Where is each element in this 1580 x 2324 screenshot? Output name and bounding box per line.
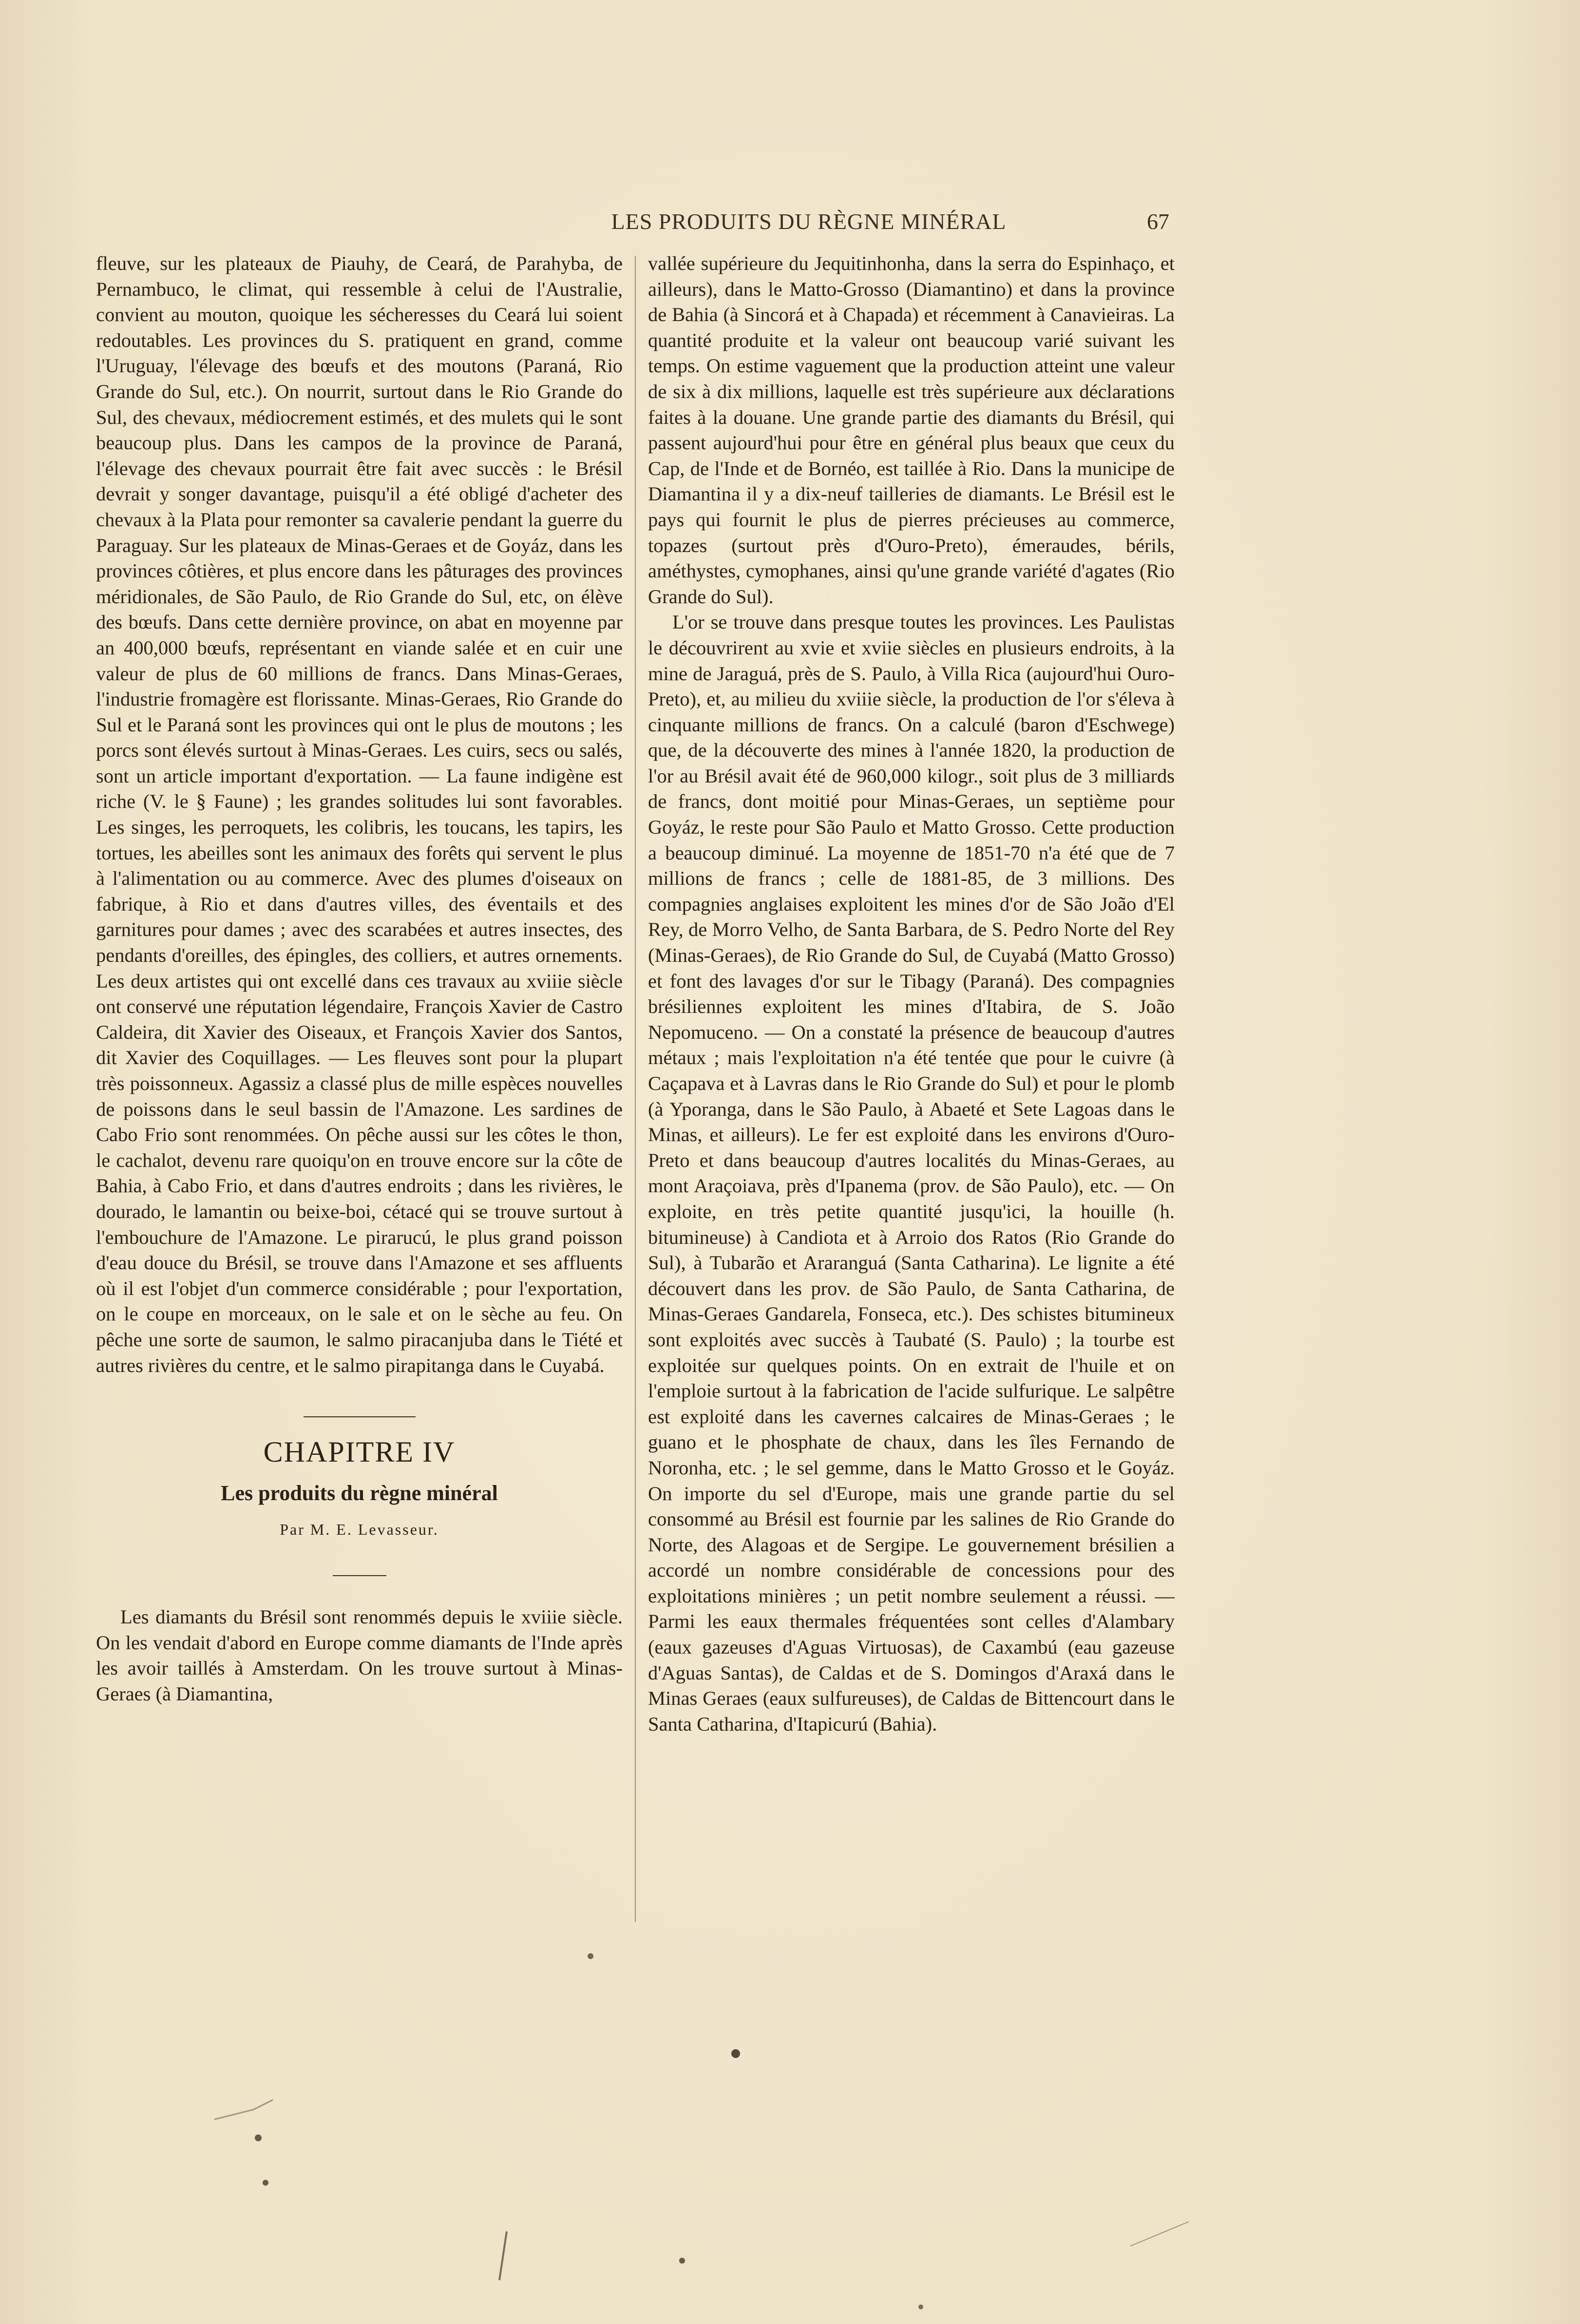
- chapter-title: CHAPITRE IV: [263, 1436, 456, 1468]
- ink-speck: [255, 2134, 262, 2141]
- ink-speck: [588, 1953, 593, 1959]
- right-paragraph-2: L'or se trouve dans presque toutes les provinces. Les Paulistas le découvrirent au xvie et xviie siècles en plusieurs endroits, à la mine de Jaraguá, près de S. Paulo, à Villa Rica (aujourd'hui Ouro-Preto), et, au milieu du xviiie siècle, la production de l'or s'éleva à cinquante millions de francs. On a calculé (baron d'Eschwege) que, de la découverte des mines à l'année 1820, la production de l'or au Brésil avait été de 960,000 kilogr., soit plus de 3 milliards de francs, dont moitié pour Minas-Geraes, un septième pour Goyáz, le reste pour São Paulo et Matto Grosso. Cette production a beaucoup diminué. La moyenne de 1851-70 n'a été que de 7 millions de francs ; celle de 1881-85, de 3 millions. Des compagnies anglaises exploitent les mines d'or de São João d'El Rey, de Morro Velho, de Santa Barbara, de S. Pedro Norte del Rey (Minas-Geraes), de Rio Grande do Sul, de Cuyabá (Matto Grosso) et font des lavages d'or sur le Tibagy (Paraná). Des compagnies brésiliennes exploitent les mines d'Itabira, de S. João Nepomuceno. — On a constaté la présence de beaucoup d'autres métaux ; mais l'exploitation n'a été tentée que pour le cuivre (à Caçapava et à Lavras dans le Rio Grande do Sul) et pour le plomb (à Yporanga, dans le São Paulo, à Abaeté et Sete Lagoas dans le Minas, et ailleurs). Le fer est exploité dans les environs d'Ouro-Preto et dans beaucoup d'autres localités du Minas-Geraes, au mont Araçoiava, près d'Ipanema (prov. de São Paulo), etc. — On exploite, en très petite quantité jusqu'ici, la houille (h. bitumineuse) à Candiota et à Arroio dos Ratos (Rio Grande do Sul), à Tubarão et Araranguá (Santa Catharina). Le lignite a été découvert dans les prov. de São Paulo, de Santa Catharina, de Minas-Geraes Gandarela, Fonseca, etc.). Des schistes bitumineux sont exploités avec succès à Taubaté (S. Paulo) ; la tourbe est exploitée sur quelques points. On en extrait de l'huile et on l'emploie surtout à la fabrication de l'acide sulfurique. Le salpêtre est exploité dans les cavernes calcaires de Minas-Geraes ; le guano et le phosphate de chaux, dans les îles Fernando de Noronha, etc. ; le sel gemme, dans le Matto Grosso et le Goyáz. On importe du sel d'Europe, mais une grande partie du sel consommé au Brésil est fournie par les salines de Rio Grande do Norte, des Alagoas et de Sergipe. Le gouvernement brésilien a accordé un nombre considérable de concessions pour des exploitations minières ; un petit nombre seulement a réussi. — Parmi les eaux thermales fréquentées sont celles d'Alambary (eaux gazeuses d'Aguas Virtuosas), de Caxambú (eau gazeuse d'Aguas Santas), de Caldas et de S. Domingos d'Araxá dans le Minas Geraes (eaux sulfureuses), de Caldas de Bittencourt dans le Santa Catharina, d'Itapicurú (Bahia).: [648, 611, 1175, 1735]
- ink-scratch: [499, 2231, 507, 2280]
- chapter-byline: Par M. E. Levasseur.: [280, 1521, 439, 1539]
- ink-speck: [679, 2258, 685, 2264]
- chapter-ornament-rule: [304, 1416, 416, 1417]
- left-paragraph-1: fleuve, sur les plateaux de Piauhy, de Ceará, de Parahyba, de Pernambuco, le climat, qui ressemble à celui de l'Australie, convient au mouton, quoique les sécheresses du Ceará lui soient redoutables. Les provinces du S. pratiquent en grand, comme l'Uruguay, l'élevage des bœufs et des moutons (Paraná, Rio Grande do Sul, etc.). On nourrit, surtout dans le Rio Grande do Sul, des chevaux, médiocrement estimés, et des mulets qui le sont beaucoup plus. Dans les campos de la province de Paraná, l'élevage des chevaux pourrait être fait avec succès : le Brésil devrait y songer davantage, puisqu'il a été obligé d'acheter des chevaux à la Plata pour remonter sa cavalerie pendant la guerre du Paraguay. Sur les plateaux de Minas-Geraes et de Goyáz, dans les provinces côtières, et plus encore dans les pâturages des provinces méridionales, de São Paulo, de Rio Grande do Sul, etc, on élève des bœufs. Dans cette dernière province, on abat en moyenne par an 400,000 bœufs, représentant en viande salée et en cuir une valeur de plus de 60 millions de francs. Dans Minas-Geraes, l'industrie fromagère est florissante. Minas-Geraes, Rio Grande do Sul et le Paraná sont les provinces qui ont le plus de moutons ; les porcs sont élevés surtout à Minas-Geraes. Les cuirs, secs ou salés, sont un article important d'exportation. — La faune indigène est riche (V. le § Faune) ; les grandes solitudes lui sont favorables. Les singes, les perroquets, les colibris, les toucans, les tapirs, les tortues, les abeilles sont les animaux des forêts qui servent le plus à l'alimentation ou au commerce. Avec des plumes d'oiseaux on fabrique, à Rio et dans d'autres villes, des éventails et des garnitures pour dames ; avec des scarabées et autres insectes, des pendants d'oreilles, des épingles, des colliers, et autres ornements. Les deux artistes qui ont excellé dans ces travaux au xviiie siècle ont conservé une réputation légendaire, François Xavier de Castro Caldeira, dit Xavier des Oiseaux, et François Xavier dos Santos, dit Xavier des Coquillages. — Les fleuves sont pour la plupart très poissonneux. Agassiz a classé plus de mille espèces nouvelles de poissons dans le seul bassin de l'Amazone. Les sardines de Cabo Frio sont renommées. On pêche aussi sur les côtes le thon, le cachalot, devenu rare quoiqu'on en trouve encore sur la côte de Bahia, à Cabo Frio, et dans d'autres endroits ; dans les rivières, le dourado, le lamantin ou beixe-boi, cétacé qui se trouve surtout à l'embouchure de l'Amazone. Le pirarucú, le plus grand poisson d'eau douce du Brésil, se trouve dans l'Amazone et ses affluents où il est l'objet d'un commerce considérable ; pour l'exportation, on le coupe en morceaux, on le sale et on le sèche au feu. On pêche une sorte de saumon, le salmo piracanjuba dans le Tiété et autres rivières du centre, et le salmo pirapitanga dans le Cuyabá.: [96, 252, 623, 1376]
- column-divider: [635, 256, 636, 1922]
- ink-scratch: [214, 2100, 273, 2119]
- ink-scratch: [1130, 2222, 1189, 2246]
- page-number: 67: [1147, 209, 1169, 234]
- chapter-subtitle: Les produits du règne minéral: [221, 1481, 498, 1505]
- ink-speck: [918, 2305, 923, 2309]
- right-paragraph-1: vallée supérieure du Jequitinhonha, dans la serra do Espinhaço, et ailleurs), dans le Matto-Grosso (Diamantino) et dans la province de Bahia (à Sincorá et à Chapada) et récemment à Canavieiras. La quantité produite et la valeur ont beaucoup varié suivant les temps. On estime vaguement que la production atteint une valeur de six à dix millions, laquelle est très supérieure aux déclarations faites à la douane. Une grande partie des diamants du Brésil, qui passent aujourd'hui pour être en général plus beaux que ceux du Cap, de l'Inde et de Bornéo, est taillée à Rio. Dans la municipe de Diamantina il y a dix-neuf tailleries de diamants. Le Brésil est le pays qui fournit le plus de pierres précieuses au commerce, topazes (surtout près d'Ouro-Preto), émeraudes, bérils, améthystes, cymophanes, ainsi qu'une grande variété d'agates (Rio Grande do Sul).: [648, 252, 1175, 608]
- ink-speck: [731, 2049, 740, 2058]
- right-column: [648, 251, 1175, 1737]
- left-column: [96, 251, 623, 1707]
- section-divider: [333, 1575, 386, 1576]
- running-head: LES PRODUITS DU RÈGNE MINÉRAL: [611, 209, 1007, 234]
- ink-speck: [263, 2180, 268, 2186]
- left-paragraph-2: Les diamants du Brésil sont renommés depuis le xviiie siècle. On les vendait d'abord en Europe comme diamants de l'Inde après les avoir taillés à Amsterdam. On les trouve surtout à Minas-Geraes (à Diamantina,: [96, 1606, 623, 1705]
